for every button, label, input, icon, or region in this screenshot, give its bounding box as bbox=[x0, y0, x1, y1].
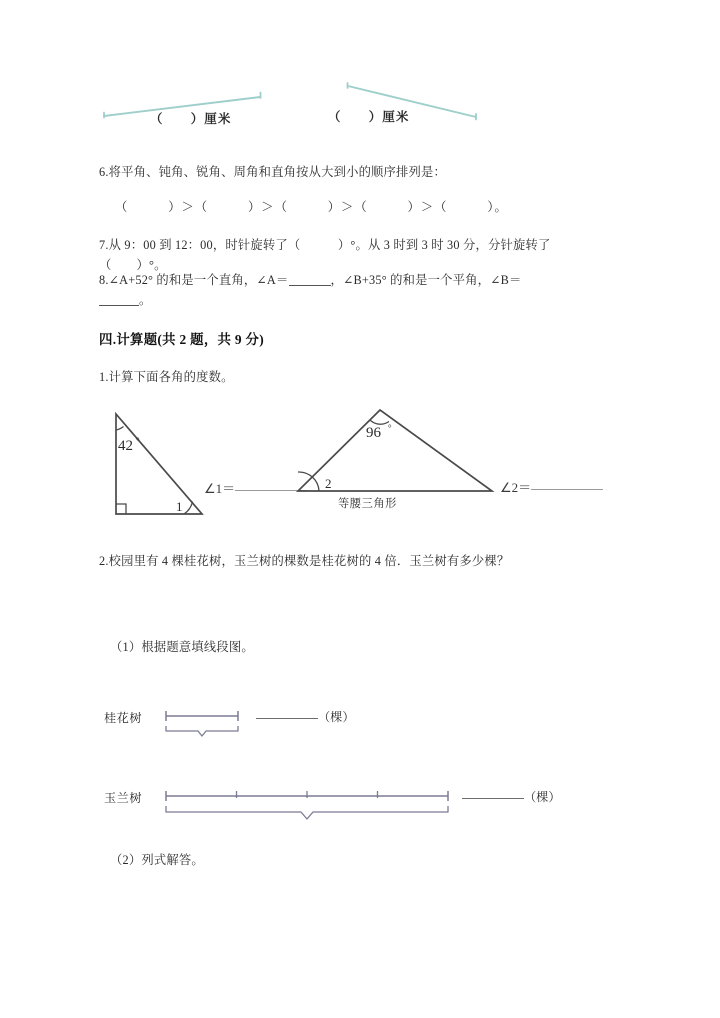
measure-line-right-icon bbox=[324, 74, 584, 136]
segment-row-guihua-unit: （棵） bbox=[318, 710, 355, 724]
segment-bar-yulan-icon bbox=[160, 782, 460, 826]
question-7-line1 bbox=[99, 236, 624, 256]
right-triangle-icon bbox=[110, 406, 220, 526]
question-8-line1 bbox=[99, 271, 624, 291]
calc-question-1-prompt bbox=[99, 368, 234, 388]
question-8-text-part3: 。 bbox=[139, 292, 152, 307]
answer-angle-2-blank[interactable] bbox=[531, 488, 603, 490]
question-8-text-part2: ，∠B+35° 的和是一个平角，∠B＝ bbox=[330, 273, 522, 287]
question-6-text: 将平角、钝角、锐角、周角和直角按从大到小的顺序排列是： bbox=[108, 165, 447, 179]
segment-row-yulan-unit: （棵） bbox=[524, 790, 561, 804]
question-6-number: 6. bbox=[99, 165, 109, 179]
question-6-answer-row[interactable]: （ ）＞（ ）＞（ ）＞（ ）＞（ ）。 bbox=[115, 199, 508, 214]
segment-row-yulan-label: 玉兰树 bbox=[104, 791, 143, 805]
segment-row-yulan-answer bbox=[462, 788, 561, 805]
question-7-line2[interactable]: （ ）°。 bbox=[99, 257, 167, 272]
calc-2-sub-2: （2）列式解答。 bbox=[110, 853, 204, 867]
segment-row-guihua-answer bbox=[256, 708, 355, 725]
figure-right-triangle bbox=[110, 406, 220, 526]
measure-line-left-icon bbox=[96, 78, 346, 136]
question-8 bbox=[99, 271, 624, 311]
answer-angle-1-label: ∠1＝ bbox=[204, 481, 236, 496]
question-8-blank-b[interactable] bbox=[99, 293, 139, 306]
svg-text:96: 96 bbox=[366, 425, 381, 441]
page-content bbox=[96, 0, 626, 1018]
segment-row-yulan-blank[interactable] bbox=[462, 797, 524, 799]
calc-1-number: 1. bbox=[99, 370, 109, 384]
measure-answer-right[interactable]: （ ）厘米 bbox=[328, 110, 410, 124]
calc-2-text: 校园里有 4 棵桂花树，玉兰树的棵数是桂花树的 4 倍．玉兰树有多少棵？ bbox=[108, 554, 510, 568]
measure-figure-right bbox=[324, 74, 584, 136]
segment-row-guihua bbox=[104, 700, 364, 748]
question-6-line bbox=[99, 163, 619, 183]
svg-text:°: ° bbox=[136, 436, 140, 446]
segment-row-yulan bbox=[104, 780, 564, 828]
answer-angle-2 bbox=[500, 477, 603, 496]
calc-2-sub-1: （1）根据题意填线段图。 bbox=[110, 640, 254, 654]
svg-text:42: 42 bbox=[118, 438, 133, 454]
svg-text:1: 1 bbox=[176, 499, 183, 514]
question-7 bbox=[99, 236, 624, 276]
question-8-line2 bbox=[99, 291, 624, 311]
question-8-text-part1: ∠A+52° 的和是一个直角，∠A＝ bbox=[108, 273, 289, 287]
calc-1-text: 计算下面各角的度数。 bbox=[108, 370, 234, 384]
segment-row-guihua-label: 桂花树 bbox=[104, 711, 143, 725]
question-8-number: 8. bbox=[99, 273, 109, 287]
question-7-number: 7. bbox=[99, 238, 109, 252]
calc-question-2-prompt bbox=[99, 552, 619, 572]
question-6 bbox=[99, 163, 619, 218]
svg-text:2: 2 bbox=[325, 476, 332, 491]
measure-figure-left bbox=[96, 78, 346, 136]
segment-row-guihua-blank[interactable] bbox=[256, 717, 318, 719]
question-7-text-line1[interactable]: 从 9：00 到 12：00，时针旋转了（ ）°。从 3 时到 3 时 30 分，分针旋转了 bbox=[108, 238, 551, 252]
isosceles-triangle-icon bbox=[292, 400, 522, 515]
calc-2-number: 2. bbox=[99, 554, 109, 568]
measure-answer-left[interactable]: （ ）厘米 bbox=[150, 112, 232, 126]
question-8-blank-a[interactable] bbox=[289, 274, 331, 287]
svg-text:°: ° bbox=[388, 423, 392, 433]
isosceles-triangle-caption: 等腰三角形 bbox=[338, 498, 397, 510]
figure-isosceles-triangle bbox=[292, 400, 522, 515]
section-four-title: 四.计算题(共 2 题，共 9 分) bbox=[99, 332, 264, 347]
answer-angle-2-label: ∠2＝ bbox=[500, 480, 532, 495]
